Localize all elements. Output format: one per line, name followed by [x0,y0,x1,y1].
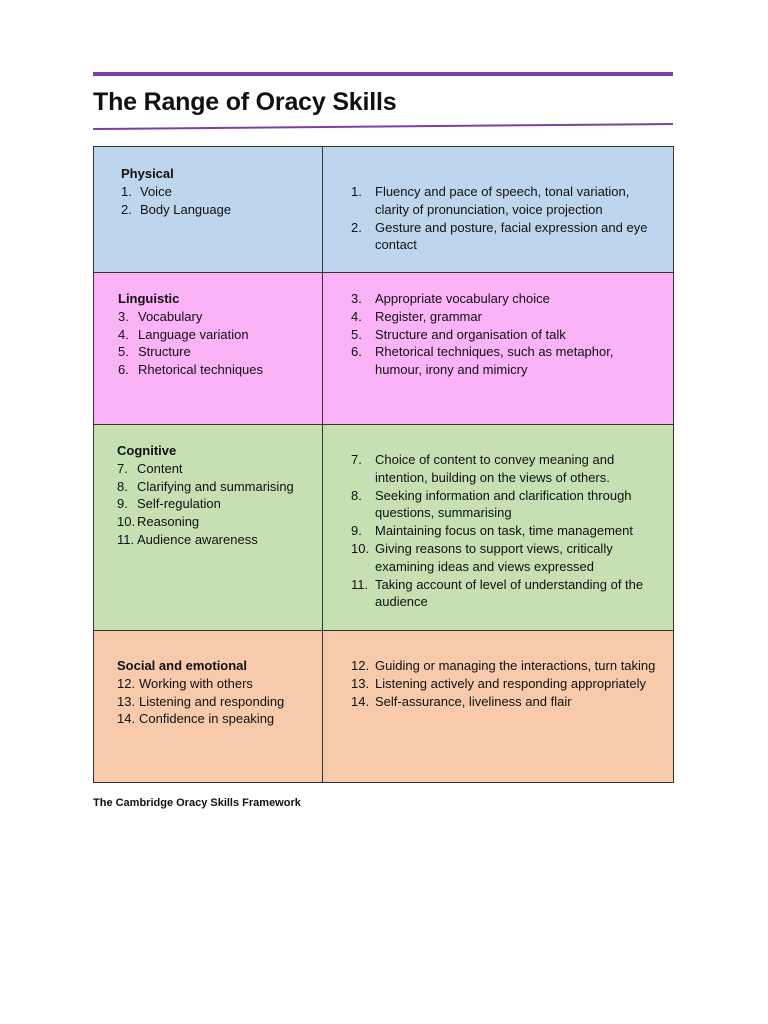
description-cell-cognitive [323,425,674,631]
list-item: 9. Maintaining focus on task, time management [351,523,633,539]
list-item: 3. Appropriate vocabulary choice [351,291,550,306]
list-item: 2. Body Language [121,201,232,217]
description-cell-physical [323,147,674,273]
skill-list [121,183,322,219]
list-item: 2. Gesture and posture, facial expression and eye contact [351,219,648,253]
list-item: 13. Listening actively and responding appropriately [351,675,647,691]
title-underline [93,122,673,132]
list-item: 11. Taking account of level of understanding of the audience [351,576,644,610]
list-item: 12. Guiding or managing the interactions, turn taking [351,658,656,673]
list-item: 8. Clarifying and summarising [117,478,294,494]
description-list [351,451,663,611]
top-rule [93,72,673,76]
list-item: 10. Reasoning [117,514,200,530]
description-cell-social [323,631,674,783]
list-item: 14. Self-assurance, liveliness and flair [351,693,572,709]
list-item: 5. Structure and organisation of talk [351,326,566,342]
table-row-linguistic [94,273,674,425]
description-list [351,183,659,254]
category-name: Linguistic [118,291,180,306]
list-item: 8. Seeking information and clarification through questions, summarising [351,487,632,521]
description-cell-linguistic [323,273,674,425]
page-title: The Range of Oracy Skills [93,88,397,116]
list-item: 5. Structure [118,344,191,360]
list-item: 4. Register, grammar [351,308,482,324]
skill-list [117,675,322,728]
list-item: 13. Listening and responding [117,693,285,709]
category-cell-social [94,631,323,783]
footer-caption: The Cambridge Oracy Skills Framework [93,797,301,809]
list-item: 3. Vocabulary [118,308,203,324]
list-item: 4. Language variation [118,326,249,342]
list-item: 1. Voice [121,183,172,199]
list-item: 11. Audience awareness [117,531,258,547]
description-list [351,657,659,710]
oracy-skills-table [93,146,674,783]
table-row-cognitive [94,425,674,631]
skill-list [118,308,322,379]
list-item: 6. Rhetorical techniques [118,362,264,378]
category-name: Social and emotional [117,658,248,673]
list-item: 1. Fluency and pace of speech, tonal variation, clarity of pronunciation, voice projection [351,184,630,217]
list-item: 9. Self-regulation [117,496,221,512]
table-row-physical [94,147,674,273]
table-row-social [94,631,674,783]
list-item: 12. Working with others [117,675,253,691]
list-item: 10. Giving reasons to support views, critically examining ideas and views expressed [351,540,613,574]
category-cell-physical [94,147,323,273]
list-item: 7. Content [117,460,183,476]
list-item: 7. Choice of content to convey meaning and intention, building on the views of others. [351,452,615,485]
category-name: Physical [121,166,174,181]
skill-list [117,460,322,549]
list-item: 6. Rhetorical techniques, such as metaphor, humour, irony and mimicry [351,344,614,378]
list-item: 14. Confidence in speaking [117,711,275,727]
description-list [351,290,659,379]
category-cell-linguistic [94,273,323,425]
category-cell-cognitive [94,425,323,631]
category-name: Cognitive [117,443,177,458]
